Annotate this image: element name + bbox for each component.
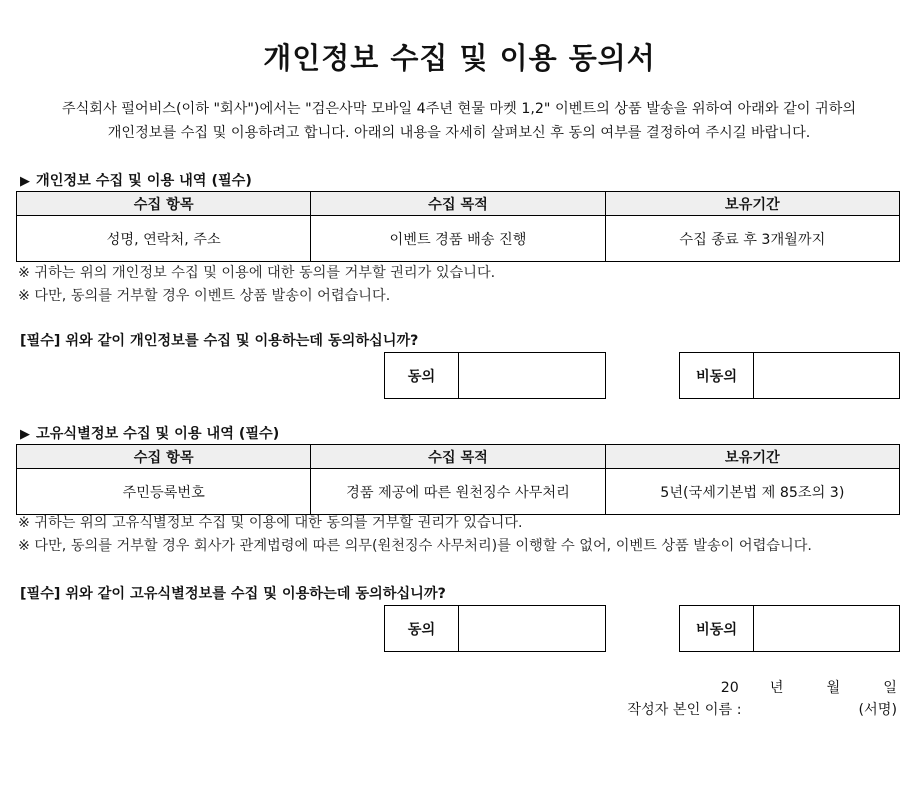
cell-collection-purpose: 경품 제공에 따른 원천징수 사무처리 xyxy=(311,469,605,515)
year-prefix: 20 xyxy=(720,680,739,696)
disagree-checkbox[interactable] xyxy=(754,606,899,651)
cell-collection-item: 주민등록번호 xyxy=(17,469,311,515)
header-collection-item: 수집 항목 xyxy=(17,192,311,216)
table-row xyxy=(17,216,900,262)
disagree-box-unique-id xyxy=(679,605,900,652)
personal-info-table xyxy=(16,191,900,262)
month-label: 월 xyxy=(826,680,841,696)
day-label: 일 xyxy=(883,680,897,696)
intro-line-2: 개인정보를 수집 및 이용하려고 합니다. 아래의 내용을 자세히 살펴보신 후 동의 여부를 결정하여 주시길 바랍니다. xyxy=(107,125,811,141)
signer-line xyxy=(627,699,897,719)
table-row xyxy=(17,469,900,515)
agree-checkbox[interactable] xyxy=(459,353,605,398)
note-refusal-consequence: ※ 다만, 동의를 거부할 경우 이벤트 상품 발송이 어렵습니다. xyxy=(18,288,391,304)
agree-box-personal-info xyxy=(384,352,606,399)
personal-info-notes xyxy=(18,262,495,308)
disagree-checkbox[interactable] xyxy=(754,353,899,398)
cell-retention-period: 5년(국세기본법 제 85조의 3) xyxy=(605,469,899,515)
document-title: 개인정보 수집 및 이용 동의서 xyxy=(263,41,656,75)
table-header-row xyxy=(17,445,900,469)
triangle-marker-icon: ▶ xyxy=(20,174,30,189)
table-header-row xyxy=(17,192,900,216)
header-collection-item: 수집 항목 xyxy=(17,445,311,469)
consent-question-unique-id: [필수] 위와 같이 고유식별정보를 수집 및 이용하는데 동의하십니까? xyxy=(20,586,446,602)
section-heading-label: 고유식별정보 수집 및 이용 내역 (필수) xyxy=(36,426,280,442)
agree-label: 동의 xyxy=(385,606,459,651)
consent-question-personal-info: [필수] 위와 같이 개인정보를 수집 및 이용하는데 동의하십니까? xyxy=(20,333,419,349)
note-right-to-refuse: ※ 귀하는 위의 개인정보 수집 및 이용에 대한 동의를 거부할 권리가 있습니다. xyxy=(18,265,496,281)
note-right-to-refuse: ※ 귀하는 위의 고유식별정보 수집 및 이용에 대한 동의를 거부할 권리가 있습니다. xyxy=(18,515,523,531)
unique-id-notes xyxy=(18,512,812,558)
note-refusal-consequence: ※ 다만, 동의를 거부할 경우 회사가 관계법령에 따른 의무(원천징수 사무처리)를 이행할 수 없어, 이벤트 상품 발송이 어렵습니다. xyxy=(18,538,812,554)
disagree-box-personal-info xyxy=(679,352,900,399)
signature-label: (서명) xyxy=(858,702,897,718)
header-retention-period: 보유기간 xyxy=(605,192,899,216)
header-collection-purpose: 수집 목적 xyxy=(311,192,605,216)
agree-checkbox[interactable] xyxy=(459,606,605,651)
intro-paragraph xyxy=(14,97,904,145)
year-label: 년 xyxy=(769,680,784,696)
agree-label: 동의 xyxy=(385,353,459,398)
intro-line-1: 주식회사 펄어비스(이하 "회사")에서는 "검은사막 모바일 4주년 현물 마켓 1,2" 이벤트의 상품 발송을 위하여 아래와 같이 귀하의 xyxy=(61,101,857,117)
date-line xyxy=(721,677,897,697)
unique-id-table xyxy=(16,444,900,515)
section-heading-personal-info xyxy=(20,170,252,190)
cell-retention-period: 수집 종료 후 3개월까지 xyxy=(605,216,899,262)
disagree-label: 비동의 xyxy=(680,606,754,651)
section-heading-unique-id xyxy=(20,423,279,443)
triangle-marker-icon: ▶ xyxy=(20,427,30,442)
signer-name-label: 작성자 본인 이름 : xyxy=(627,702,742,718)
agree-box-unique-id xyxy=(384,605,606,652)
cell-collection-purpose: 이벤트 경품 배송 진행 xyxy=(311,216,605,262)
section-heading-label: 개인정보 수집 및 이용 내역 (필수) xyxy=(36,173,252,189)
header-retention-period: 보유기간 xyxy=(605,445,899,469)
cell-collection-item: 성명, 연락처, 주소 xyxy=(17,216,311,262)
disagree-label: 비동의 xyxy=(680,353,754,398)
header-collection-purpose: 수집 목적 xyxy=(311,445,605,469)
